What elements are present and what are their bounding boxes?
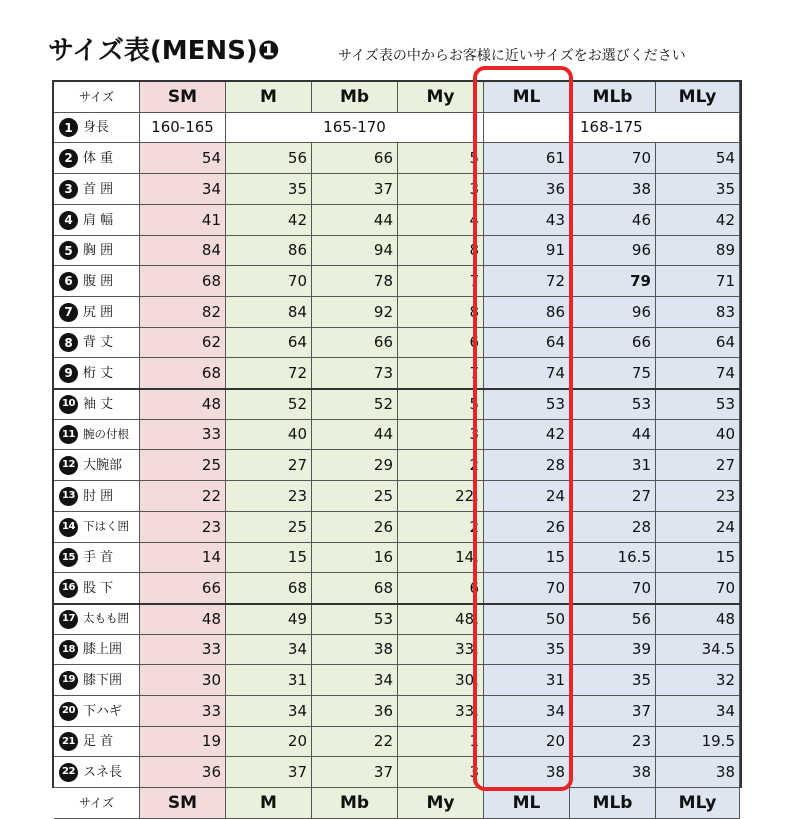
table-cell: 26 bbox=[312, 512, 398, 543]
row-label-text: 肘 囲 bbox=[83, 488, 114, 504]
table-cell: 31 bbox=[484, 665, 570, 696]
height-row-label bbox=[54, 113, 140, 143]
table-cell: 68 bbox=[140, 266, 226, 297]
table-cell: 34 bbox=[484, 696, 570, 727]
measure-row-label bbox=[54, 512, 140, 543]
row-label-text: 下はく囲 bbox=[83, 519, 129, 534]
table-cell: 39 bbox=[570, 635, 656, 665]
page-subtitle: サイズ表の中からお客様に近いサイズをお選びください bbox=[338, 48, 686, 64]
table-cell: 48. bbox=[398, 604, 484, 635]
header-ml: ML bbox=[484, 82, 570, 113]
footer-mly: MLy bbox=[656, 788, 740, 819]
table-cell: 48 bbox=[656, 604, 740, 635]
footer-label: サイズ bbox=[54, 788, 140, 819]
table-cell: 74 bbox=[484, 358, 570, 389]
row-label-text: 手 首 bbox=[83, 550, 114, 565]
row-label-text: 首 囲 bbox=[83, 181, 114, 197]
table-cell: 56 bbox=[570, 604, 656, 635]
header-m: M bbox=[226, 82, 312, 113]
measure-row-label bbox=[54, 297, 140, 328]
table-cell: 19.5 bbox=[656, 727, 740, 757]
table-cell: 42 bbox=[484, 420, 570, 450]
row-label-text: 足 首 bbox=[83, 734, 114, 749]
table-cell: 15 bbox=[656, 543, 740, 573]
table-cell: 30 bbox=[140, 665, 226, 696]
table-cell: 14 bbox=[140, 543, 226, 573]
table-cell: 29 bbox=[312, 450, 398, 481]
table-cell: 92 bbox=[312, 297, 398, 328]
table-cell: 15 bbox=[226, 543, 312, 573]
row-number-badge: 15 bbox=[59, 548, 78, 567]
measure-row-label bbox=[54, 757, 140, 788]
table-cell: 64 bbox=[226, 328, 312, 358]
measure-row-label bbox=[54, 328, 140, 358]
height-range-ml-group: 168-175 bbox=[570, 113, 740, 143]
table-cell: 70 bbox=[570, 573, 656, 604]
table-cell: 7 bbox=[398, 266, 484, 297]
table-cell: 20 bbox=[484, 727, 570, 757]
table-cell: 3 bbox=[398, 757, 484, 788]
header-mb: Mb bbox=[312, 82, 398, 113]
table-cell: 40 bbox=[226, 420, 312, 450]
table-cell: 3 bbox=[398, 420, 484, 450]
table-cell: 34 bbox=[140, 174, 226, 205]
footer-mlb: MLb bbox=[570, 788, 656, 819]
table-cell: 48 bbox=[140, 604, 226, 635]
row-number-badge: 8 bbox=[59, 333, 78, 352]
measure-row-label bbox=[54, 358, 140, 389]
table-cell: 50 bbox=[484, 604, 570, 635]
table-cell: 72 bbox=[226, 358, 312, 389]
table-cell: 61 bbox=[484, 143, 570, 174]
measure-row-label bbox=[54, 604, 140, 635]
table-cell: 41 bbox=[140, 205, 226, 236]
table-cell: 94 bbox=[312, 236, 398, 266]
table-cell: 8 bbox=[398, 297, 484, 328]
table-cell: 82 bbox=[140, 297, 226, 328]
header-sm: SM bbox=[140, 82, 226, 113]
table-cell: 53 bbox=[484, 389, 570, 420]
table-cell: 38 bbox=[570, 174, 656, 205]
group-divider bbox=[54, 603, 740, 605]
table-cell: 43 bbox=[484, 205, 570, 236]
footer-mb: Mb bbox=[312, 788, 398, 819]
row-number-badge: 5 bbox=[59, 241, 78, 260]
table-cell: 5 bbox=[398, 143, 484, 174]
table-cell: 89 bbox=[656, 236, 740, 266]
measure-row-label bbox=[54, 205, 140, 236]
table-cell: 26 bbox=[484, 512, 570, 543]
row-number-badge: 22 bbox=[59, 763, 78, 782]
row-label-text: 下ハギ bbox=[83, 703, 123, 719]
measure-row-label bbox=[54, 665, 140, 696]
table-cell: 34 bbox=[312, 665, 398, 696]
table-cell: 49 bbox=[226, 604, 312, 635]
row-number-badge: 1 bbox=[59, 118, 78, 137]
table-cell: 56 bbox=[226, 143, 312, 174]
measure-row-label bbox=[54, 727, 140, 757]
table-cell: 70 bbox=[570, 143, 656, 174]
table-cell: 42 bbox=[226, 205, 312, 236]
table-cell: 25 bbox=[226, 512, 312, 543]
table-cell: 37 bbox=[570, 696, 656, 727]
table-cell: 35 bbox=[484, 635, 570, 665]
row-number-badge: 6 bbox=[59, 272, 78, 291]
row-number-badge: 3 bbox=[59, 180, 78, 199]
table-cell: 24 bbox=[656, 512, 740, 543]
table-cell: 83 bbox=[656, 297, 740, 328]
row-number-badge: 9 bbox=[59, 364, 78, 383]
table-cell: 40 bbox=[656, 420, 740, 450]
table-cell: 14. bbox=[398, 543, 484, 573]
header-mlb: MLb bbox=[570, 82, 656, 113]
size-table bbox=[52, 80, 742, 813]
table-cell: 78 bbox=[312, 266, 398, 297]
table-cell: 6 bbox=[398, 328, 484, 358]
table-cell: 35 bbox=[570, 665, 656, 696]
table-cell: 5 bbox=[398, 389, 484, 420]
table-cell: 64 bbox=[656, 328, 740, 358]
row-number-badge: 20 bbox=[59, 702, 78, 721]
measure-row-label bbox=[54, 696, 140, 727]
height-range-m-group: 165-170 bbox=[226, 113, 484, 143]
table-cell: 46 bbox=[570, 205, 656, 236]
table-cell: 35 bbox=[656, 174, 740, 205]
row-number-badge: 7 bbox=[59, 303, 78, 322]
table-cell: 66 bbox=[570, 328, 656, 358]
row-label-text: 袖 丈 bbox=[83, 396, 114, 412]
table-cell: 24 bbox=[484, 481, 570, 512]
table-cell: 42 bbox=[656, 205, 740, 236]
row-label-text: 膝下囲 bbox=[83, 672, 123, 688]
table-cell: 68 bbox=[140, 358, 226, 389]
table-cell: 33. bbox=[398, 696, 484, 727]
table-cell: 19 bbox=[140, 727, 226, 757]
table-cell: 68 bbox=[312, 573, 398, 604]
table-cell: 53 bbox=[656, 389, 740, 420]
footer-m: M bbox=[226, 788, 312, 819]
table-cell: 70 bbox=[226, 266, 312, 297]
group-divider bbox=[54, 388, 740, 390]
table-cell: 4 bbox=[398, 205, 484, 236]
table-cell: 25 bbox=[312, 481, 398, 512]
measure-row-label bbox=[54, 450, 140, 481]
table-cell: 31 bbox=[226, 665, 312, 696]
table-cell: 34 bbox=[656, 696, 740, 727]
row-number-badge: 2 bbox=[59, 149, 78, 168]
table-cell: 2 bbox=[398, 512, 484, 543]
table-cell: 38 bbox=[312, 635, 398, 665]
page-title: サイズ表(MENS)❶ bbox=[48, 36, 280, 66]
table-cell: 25 bbox=[140, 450, 226, 481]
table-cell: 37 bbox=[312, 757, 398, 788]
table-cell: 36 bbox=[484, 174, 570, 205]
row-number-badge: 14 bbox=[59, 518, 78, 537]
row-label-text: スネ長 bbox=[83, 764, 123, 780]
table-cell: 84 bbox=[226, 297, 312, 328]
table-cell: 37 bbox=[226, 757, 312, 788]
table-cell: 52 bbox=[312, 389, 398, 420]
table-cell: 20 bbox=[226, 727, 312, 757]
table-cell: 96 bbox=[570, 297, 656, 328]
row-number-badge: 16 bbox=[59, 579, 78, 598]
table-cell: 54 bbox=[656, 143, 740, 174]
table-cell: 84 bbox=[140, 236, 226, 266]
row-label-text: 肩 幅 bbox=[83, 212, 114, 228]
measure-row-label bbox=[54, 174, 140, 205]
measure-row-label bbox=[54, 389, 140, 420]
table-cell: 96 bbox=[570, 236, 656, 266]
table-cell: 48 bbox=[140, 389, 226, 420]
table-cell: 33. bbox=[398, 635, 484, 665]
table-cell: 22 bbox=[140, 481, 226, 512]
measure-row-label bbox=[54, 573, 140, 604]
table-cell: 34 bbox=[226, 696, 312, 727]
row-number-badge: 12 bbox=[59, 456, 78, 475]
table-cell: 32 bbox=[656, 665, 740, 696]
table-cell: 23 bbox=[140, 512, 226, 543]
row-number-badge: 13 bbox=[59, 487, 78, 506]
table-cell: 7 bbox=[398, 358, 484, 389]
table-cell: 53 bbox=[570, 389, 656, 420]
table-cell: 16 bbox=[312, 543, 398, 573]
table-cell: 15 bbox=[484, 543, 570, 573]
height-range-sm: 160-165 bbox=[140, 113, 226, 143]
table-cell: 28 bbox=[484, 450, 570, 481]
table-cell: 86 bbox=[484, 297, 570, 328]
table-cell: 34 bbox=[226, 635, 312, 665]
table-cell: 22. bbox=[398, 481, 484, 512]
table-cell: 79 bbox=[570, 266, 656, 297]
table-cell: 33 bbox=[140, 420, 226, 450]
row-label-text: 大腕部 bbox=[83, 457, 123, 473]
table-cell: 16.5 bbox=[570, 543, 656, 573]
table-cell: 33 bbox=[140, 635, 226, 665]
table-cell: 74 bbox=[656, 358, 740, 389]
table-cell: 75 bbox=[570, 358, 656, 389]
row-label-text: 尻 囲 bbox=[83, 304, 114, 320]
table-cell: 73 bbox=[312, 358, 398, 389]
row-label-text: 身長 bbox=[83, 120, 110, 135]
row-label-text: 体 重 bbox=[83, 150, 114, 166]
table-cell: 28 bbox=[570, 512, 656, 543]
table-cell: 38 bbox=[570, 757, 656, 788]
table-cell: 33 bbox=[140, 696, 226, 727]
measure-row-label bbox=[54, 420, 140, 450]
footer-my: My bbox=[398, 788, 484, 819]
table-cell: 72 bbox=[484, 266, 570, 297]
measure-row-label bbox=[54, 143, 140, 174]
table-cell: 70 bbox=[656, 573, 740, 604]
row-number-badge: 11 bbox=[59, 425, 78, 444]
table-cell: 1 bbox=[398, 727, 484, 757]
table-cell: 35 bbox=[226, 174, 312, 205]
height-range-ml bbox=[484, 113, 570, 143]
measure-row-label bbox=[54, 635, 140, 665]
table-cell: 68 bbox=[226, 573, 312, 604]
row-label-text: 股 下 bbox=[83, 580, 114, 596]
row-number-badge: 18 bbox=[59, 640, 78, 659]
row-number-badge: 10 bbox=[59, 395, 78, 414]
measure-row-label bbox=[54, 236, 140, 266]
header-my: My bbox=[398, 82, 484, 113]
row-label-text: 膝上囲 bbox=[83, 642, 123, 657]
table-cell: 70 bbox=[484, 573, 570, 604]
table-cell: 52 bbox=[226, 389, 312, 420]
table-cell: 44 bbox=[312, 205, 398, 236]
table-cell: 53 bbox=[312, 604, 398, 635]
table-cell: 66 bbox=[140, 573, 226, 604]
row-number-badge: 19 bbox=[59, 671, 78, 690]
measure-row-label bbox=[54, 543, 140, 573]
table-cell: 6 bbox=[398, 573, 484, 604]
table-cell: 3 bbox=[398, 174, 484, 205]
table-cell: 38 bbox=[484, 757, 570, 788]
table-cell: 27 bbox=[656, 450, 740, 481]
table-cell: 27 bbox=[570, 481, 656, 512]
row-label-text: 背 丈 bbox=[83, 335, 114, 350]
table-cell: 27 bbox=[226, 450, 312, 481]
table-cell: 62 bbox=[140, 328, 226, 358]
table-cell: 37 bbox=[312, 174, 398, 205]
table-cell: 2 bbox=[398, 450, 484, 481]
table-cell: 36 bbox=[140, 757, 226, 788]
table-cell: 64 bbox=[484, 328, 570, 358]
footer-ml: ML bbox=[484, 788, 570, 819]
table-cell: 31 bbox=[570, 450, 656, 481]
table-cell: 30. bbox=[398, 665, 484, 696]
row-number-badge: 4 bbox=[59, 211, 78, 230]
header-mly: MLy bbox=[656, 82, 740, 113]
table-cell: 8 bbox=[398, 236, 484, 266]
table-cell: 71 bbox=[656, 266, 740, 297]
table-cell: 86 bbox=[226, 236, 312, 266]
table-cell: 34.5 bbox=[656, 635, 740, 665]
header-label: サイズ bbox=[54, 82, 140, 113]
table-cell: 36 bbox=[312, 696, 398, 727]
footer-sm: SM bbox=[140, 788, 226, 819]
row-label-text: 腹 囲 bbox=[83, 273, 114, 289]
table-cell: 91 bbox=[484, 236, 570, 266]
table-cell: 23 bbox=[570, 727, 656, 757]
table-cell: 44 bbox=[312, 420, 398, 450]
row-label-text: 桁 丈 bbox=[83, 365, 114, 381]
table-cell: 23 bbox=[226, 481, 312, 512]
row-label-text: 腕の付根 bbox=[83, 426, 129, 441]
table-cell: 66 bbox=[312, 328, 398, 358]
measure-row-label bbox=[54, 266, 140, 297]
row-label-text: 胸 囲 bbox=[83, 243, 114, 258]
table-cell: 44 bbox=[570, 420, 656, 450]
table-cell: 22 bbox=[312, 727, 398, 757]
measure-row-label bbox=[54, 481, 140, 512]
table-cell: 23 bbox=[656, 481, 740, 512]
table-cell: 38 bbox=[656, 757, 740, 788]
row-label-text: 太もも囲 bbox=[83, 611, 129, 626]
row-number-badge: 21 bbox=[59, 732, 78, 751]
table-cell: 54 bbox=[140, 143, 226, 174]
table-cell: 66 bbox=[312, 143, 398, 174]
row-number-badge: 17 bbox=[59, 610, 78, 629]
